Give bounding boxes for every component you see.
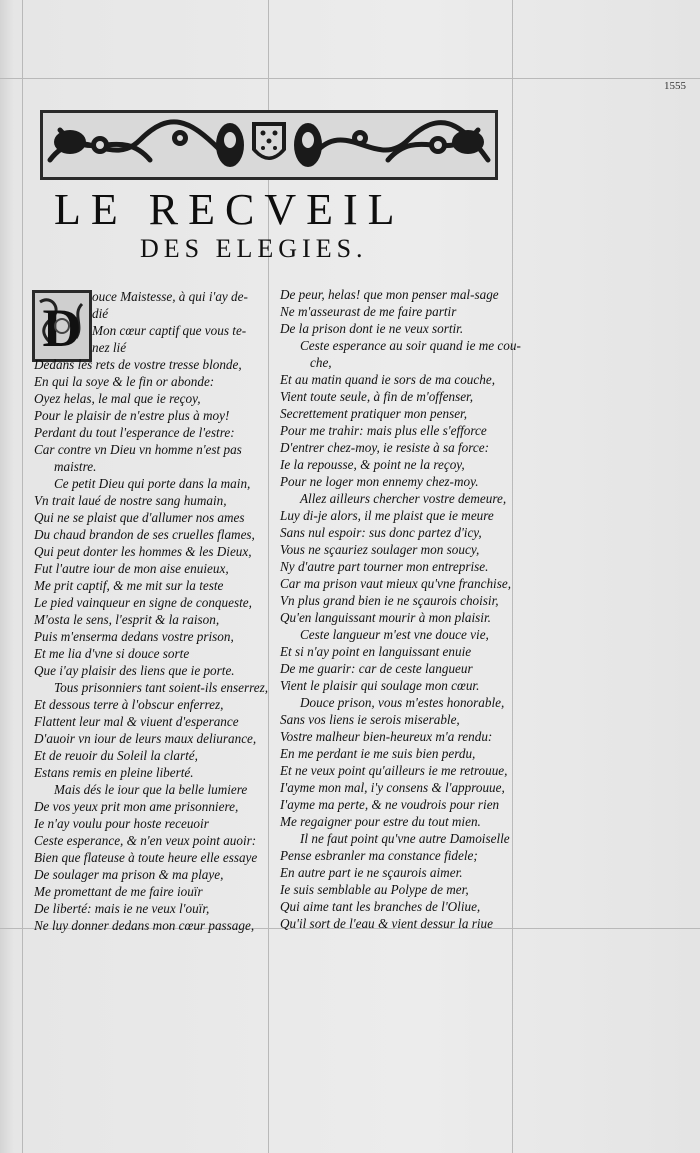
text-line: Oyez helas, le mal que ie reçoy,	[34, 391, 201, 406]
text-line: Ceste esperance, & n'en veux point auoir:	[34, 833, 257, 848]
text-line: Ceste langueur m'est vne douce vie,	[300, 627, 489, 642]
text-line: Et au matin quand ie sors de ma couche,	[280, 372, 495, 387]
text-line: De liberté: mais ie ne veux l'ouïr,	[34, 901, 210, 916]
page-subtitle: DES ELEGIES.	[140, 234, 368, 263]
right-text-column	[280, 286, 521, 932]
text-line: Sans nul espoir: sus donc partez d'icy,	[280, 525, 482, 540]
text-line: Luy di-je alors, il me plaist que ie meure	[280, 508, 494, 523]
text-line: Me prit captif, & me mit sur la teste	[34, 578, 224, 593]
text-line: Car contre vn Dieu vn homme n'est pas	[34, 442, 242, 457]
text-line: Qu'il sort de l'eau & vient dessur la riue	[280, 916, 493, 931]
text-line: I'ayme ma perte, & ne voudrois pour rien	[280, 797, 500, 812]
text-line: De soulager ma prison & ma playe,	[34, 867, 224, 882]
text-line: Vous ne sçauriez soulager mon soucy,	[280, 542, 480, 557]
text-line: En autre part ie ne sçaurois aimer.	[280, 865, 463, 880]
text-line: Qui aime tant les branches de l'Oliue,	[280, 899, 481, 914]
text-line: Pense esbranler ma constance fidele;	[280, 848, 478, 863]
text-line: Vostre malheur bien-heureux m'a rendu:	[280, 729, 493, 744]
text-line: Et ne veux point qu'ailleurs ie me retrouue,	[280, 763, 508, 778]
text-line: D'auoir vn iour de leurs maux deliurance,	[34, 731, 257, 746]
text-line: Tous prisonniers tant soient-ils enserrez,	[54, 680, 269, 695]
text-line: Me promettant de me faire iouïr	[34, 884, 203, 899]
text-line: Pour me trahir: mais plus elle s'efforce	[280, 423, 487, 438]
text-line: De me guarir: car de ceste langueur	[280, 661, 473, 676]
page-number: 1555	[664, 80, 686, 92]
text-line: Mon cœur captif que vous te-	[92, 323, 247, 338]
text-line: Pour ne loger mon ennemy chez-moy.	[280, 474, 479, 489]
text-line: En me perdant ie me suis bien perdu,	[280, 746, 476, 761]
text-line: Et me lia d'vne si douce sorte	[34, 646, 190, 661]
text-line: Et si n'ay point en languissant enuie	[280, 644, 472, 659]
text-line: D'entrer chez-moy, ie resiste à sa force:	[280, 440, 490, 455]
text-line: Perdant du tout l'esperance de l'estre:	[34, 425, 235, 440]
floral-headpiece-icon	[40, 110, 498, 180]
text-line: maistre.	[54, 459, 97, 474]
text-line: Ie la repousse, & point ne la reçoy,	[280, 457, 465, 472]
left-text-column	[34, 288, 270, 934]
text-line: Qui ne se plaist que d'allumer nos ames	[34, 510, 245, 525]
text-line: Du chaud brandon de ses cruelles flames,	[34, 527, 255, 542]
text-line: Et dessous terre à l'obscur enferrez,	[34, 697, 224, 712]
text-line: Sans vos liens ie serois miserable,	[280, 712, 460, 727]
svg-text:D: D	[42, 298, 82, 358]
text-line: Bien que flateuse à toute heure elle essaye	[34, 850, 258, 865]
text-line: Ie n'ay voulu pour hoste receuoir	[34, 816, 209, 831]
text-line: Secrettement pratiquer mon penser,	[280, 406, 468, 421]
text-line: Estans remis en pleine liberté.	[34, 765, 194, 780]
text-line: ouce Maistesse, à qui i'ay de-	[92, 289, 248, 304]
text-line: Dedans les rets de vostre tresse blonde,	[34, 357, 242, 372]
text-line: Car ma prison vaut mieux qu'vne franchise,	[280, 576, 512, 591]
text-line: Mais dés le iour que la belle lumiere	[54, 782, 248, 797]
text-line: De peur, helas! que mon penser mal-sage	[280, 287, 499, 302]
text-line: Me regaigner pour estre du tout mien.	[280, 814, 481, 829]
text-line: Vn plus grand bien ie ne sçaurois choisir,	[280, 593, 499, 608]
text-line: Ny d'autre part tourner mon entreprise.	[280, 559, 489, 574]
text-line: Qu'en languissant mourir à mon plaisir.	[280, 610, 491, 625]
text-line: Que i'ay plaisir des liens que ie porte.	[34, 663, 235, 678]
text-line: Vient toute seule, à fin de m'offenser,	[280, 389, 474, 404]
text-line: En qui la soye & le fin or abonde:	[34, 374, 215, 389]
text-line: De la prison dont ie ne veux sortir.	[280, 321, 464, 336]
text-line: che,	[310, 355, 332, 370]
text-line: I'ayme mon mal, i'y consens & l'approuue,	[280, 780, 505, 795]
text-line: Ceste esperance au soir quand ie me cou-	[300, 338, 521, 353]
text-line: Fut l'autre iour de mon aise enuieux,	[34, 561, 229, 576]
text-line: Puis m'enserma dedans vostre prison,	[34, 629, 234, 644]
text-line: Et de reuoir du Soleil la clarté,	[34, 748, 198, 763]
text-line: Il ne faut point qu'vne autre Damoiselle	[300, 831, 510, 846]
text-line: Le pied vainqueur en signe de conqueste,	[34, 595, 252, 610]
text-line: Ce petit Dieu qui porte dans la main,	[54, 476, 251, 491]
guide-line	[22, 0, 23, 1153]
guide-line	[0, 78, 700, 79]
text-line: dié	[92, 306, 109, 321]
text-line: De vos yeux prit mon ame prisonniere,	[34, 799, 239, 814]
text-line: M'osta le sens, l'esprit & la raison,	[34, 612, 220, 627]
text-line: nez lié	[92, 340, 127, 355]
text-line: Pour le plaisir de n'estre plus à moy!	[34, 408, 230, 423]
text-line: Vient le plaisir qui soulage mon cœur.	[280, 678, 480, 693]
text-line: Vn trait laué de nostre sang humain,	[34, 493, 227, 508]
text-line: Qui peut donter les hommes & les Dieux,	[34, 544, 252, 559]
text-line: Allez ailleurs chercher vostre demeure,	[300, 491, 507, 506]
text-line: Flattent leur mal & viuent d'esperance	[34, 714, 239, 729]
text-line: Douce prison, vous m'estes honorable,	[300, 695, 505, 710]
text-line: Ie suis semblable au Polype de mer,	[280, 882, 469, 897]
text-line: Ne luy donner dedans mon cœur passage,	[34, 918, 255, 933]
text-line: Ne m'asseurast de me faire partir	[280, 304, 457, 319]
page-title: LE RECVEIL	[54, 185, 405, 234]
